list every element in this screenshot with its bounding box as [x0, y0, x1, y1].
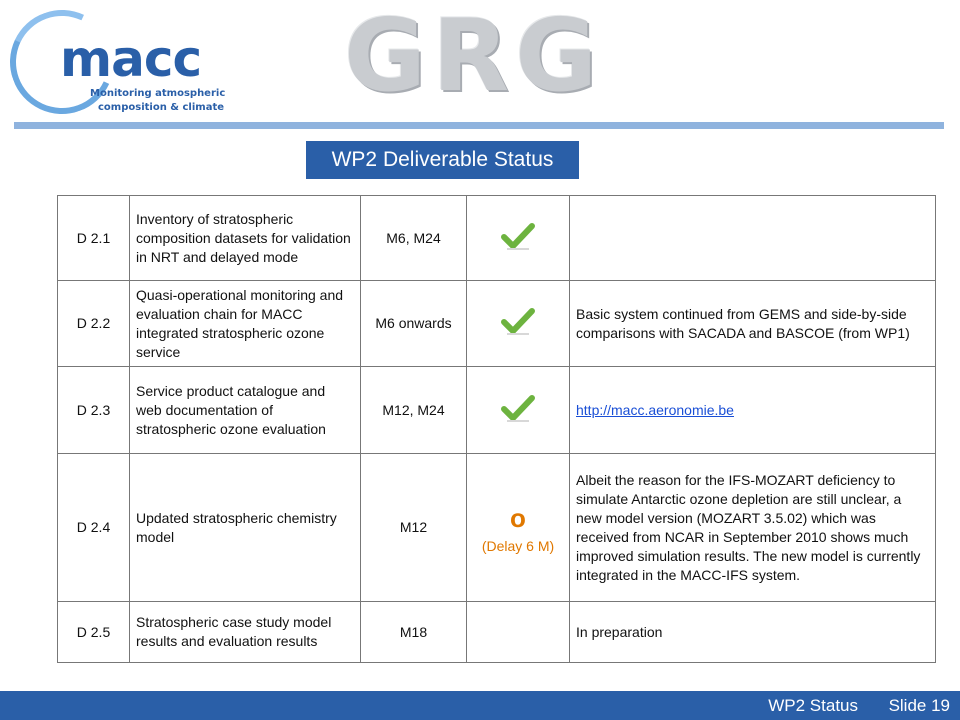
macc-logo-word: macc: [60, 30, 202, 88]
deliverable-description: Stratospheric case study model results and evaluation results: [130, 602, 361, 663]
deliverable-status: [467, 281, 570, 367]
table-row: [58, 454, 936, 602]
deliverable-milestones: M6 onwards: [361, 281, 467, 367]
macc-tagline-1: Monitoring atmospheric: [90, 88, 226, 99]
deliverable-comment: In preparation: [570, 602, 936, 663]
macc-logo: [8, 6, 248, 116]
delay-note: (Delay 6 M): [481, 538, 555, 554]
table-row: [58, 281, 936, 367]
slide-number: Slide 19: [888, 696, 950, 715]
deliverable-comment: Basic system continued from GEMS and side-by-side comparisons with SACADA and BASCOE (from WP1): [570, 281, 936, 367]
deliverable-description: Inventory of stratospheric composition datasets for validation in NRT and delayed mode: [130, 196, 361, 281]
deliverable-comment: [570, 367, 936, 454]
deliverable-id: D 2.2: [58, 281, 130, 367]
check-icon: [501, 221, 535, 251]
deliverable-milestones: M18: [361, 602, 467, 663]
deliverable-milestones: M12, M24: [361, 367, 467, 454]
deliverable-id: D 2.3: [58, 367, 130, 454]
deliverable-id: D 2.4: [58, 454, 130, 602]
table-row: [58, 367, 936, 454]
deliverable-comment: Albeit the reason for the IFS-MOZART deficiency to simulate Antarctic ozone depletion are still unclear, a new model version (MOZART 3.5.02) which was received from NCAR in September 2010 shows much improved simulation results. The new model is currently integrated in the MACC-IFS system.: [570, 454, 936, 602]
check-icon: [501, 393, 535, 423]
deliverable-status: [467, 367, 570, 454]
header-rule: [14, 122, 944, 129]
deliverable-description: Service product catalogue and web documentation of stratospheric ozone evaluation: [130, 367, 361, 454]
deliverable-status: [467, 454, 570, 602]
footer-bar: [0, 691, 960, 720]
deliverable-milestones: M6, M24: [361, 196, 467, 281]
deliverable-status: [467, 196, 570, 281]
deliverable-status: [467, 602, 570, 663]
deliverable-status-table: [57, 195, 936, 663]
check-icon: [501, 306, 535, 336]
table-row: [58, 196, 936, 281]
deliverable-description: Quasi-operational monitoring and evaluation chain for MACC integrated stratospheric ozone service: [130, 281, 361, 367]
aeronomie-link[interactable]: http://macc.aeronomie.be: [576, 401, 734, 418]
deliverable-milestones: M12: [361, 454, 467, 602]
grg-logo: GRG: [344, 0, 604, 114]
deliverable-id: D 2.5: [58, 602, 130, 663]
in-progress-icon: o: [510, 503, 526, 533]
slide-title: WP2 Deliverable Status: [306, 141, 579, 179]
table-row: [58, 602, 936, 663]
deliverable-id: D 2.1: [58, 196, 130, 281]
footer-section-label: WP2 Status: [768, 696, 858, 715]
macc-tagline-2: composition & climate: [98, 102, 225, 113]
deliverable-description: Updated stratospheric chemistry model: [130, 454, 361, 602]
deliverable-comment: [570, 196, 936, 281]
